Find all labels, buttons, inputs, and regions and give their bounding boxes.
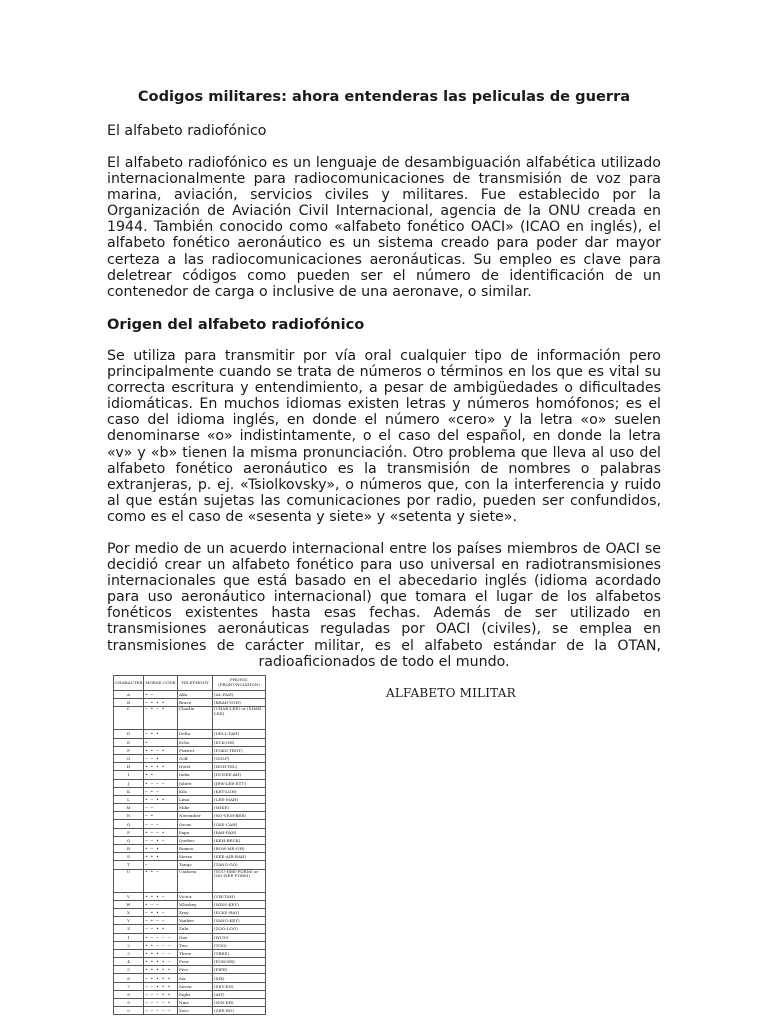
cell-morse-code: • — — — — xyxy=(144,933,178,941)
cell-character: A xyxy=(114,691,144,699)
table-row xyxy=(114,958,266,966)
paragraph-origen: Se utiliza para transmitir por vía oral cualquier tipo de información pero principalmente cuando se trata de números o términos en los que es vital su correcta escritura y entendimiento, a pesar de ambigüedades o dificultades idiomáticas. En muchos idiomas existen letras y números homófonos; es el caso del idioma inglés, en donde el número «cero» y la letra «o» suelen denominarse «o» indistintamente, o el caso del español, en donde la letra «v» y «b» tienen la misma pronunciación. Otro problema que lleva al uso del alfabeto fonético aeronáutico es la transmisión de nombres o palabras extranjeras, p. ej. «Tsiolkovsky», o números que, con la interferencia y ruido al que están sujetas las comunicaciones por radio, pueden ser confundidos, como es el caso de «sesenta y siete» y «setenta y siete». xyxy=(107,348,661,525)
table-row xyxy=(114,990,266,998)
cell-character: F xyxy=(114,746,144,754)
table-row xyxy=(114,763,266,771)
cell-morse-code: — • — • xyxy=(144,707,178,730)
cell-character: W xyxy=(114,900,144,908)
table-row xyxy=(114,699,266,707)
table-row xyxy=(114,691,266,699)
cell-morse-code: — — — xyxy=(144,820,178,828)
cell-telephony: Bravo xyxy=(178,699,213,707)
cell-character: 2 xyxy=(114,941,144,949)
table-row xyxy=(114,1007,266,1015)
cell-telephony: Three xyxy=(178,949,213,957)
table-row xyxy=(114,707,266,730)
cell-phonic: (SIX) xyxy=(213,974,266,982)
cell-phonic: (NO-VEM-BER) xyxy=(213,812,266,820)
cell-morse-code: — • • xyxy=(144,730,178,738)
cell-character: 9 xyxy=(114,999,144,1007)
cell-telephony: Victor xyxy=(178,892,213,900)
cell-character: O xyxy=(114,820,144,828)
cell-character: 4 xyxy=(114,958,144,966)
cell-phonic: (WUN) xyxy=(213,933,266,941)
table-row xyxy=(114,836,266,844)
table-row xyxy=(114,917,266,925)
cell-telephony: Zulu xyxy=(178,925,213,933)
section-heading-alfabeto: El alfabeto radiofónico xyxy=(107,123,267,139)
cell-character: 7 xyxy=(114,982,144,990)
page-title: Codigos militares: ahora entenderas las peliculas de guerra xyxy=(137,88,631,105)
cell-telephony: Romeo xyxy=(178,845,213,853)
cell-character: I xyxy=(114,771,144,779)
cell-telephony: November xyxy=(178,812,213,820)
cell-character: N xyxy=(114,812,144,820)
cell-morse-code: • — — • xyxy=(144,828,178,836)
cell-telephony: Alfa xyxy=(178,691,213,699)
cell-character: 0 xyxy=(114,1007,144,1015)
table-row xyxy=(114,869,266,892)
alphabet-table-image xyxy=(113,675,265,1015)
cell-character: J xyxy=(114,779,144,787)
cell-phonic: (ZOO-LOO) xyxy=(213,925,266,933)
cell-phonic: (ECKS-RAY) xyxy=(213,908,266,916)
paragraph-acuerdo: Por medio de un acuerdo internacional entre los países miembros de OACI se decidió crear un alfabeto fonético para uso universal en radiotransmisiones internacionales que está basado en el abecedario inglés (idioma acordado para uso aeronáutico internacional) que tomara el lugar de los alfabetos fonéticos existentes hasta esas fechas. Además de ser utilizado en transmisiones aeronáuticas reguladas por OACI (civiles), se emplea en transmisiones de carácter militar, es el alfabeto estándar de la OTAN, radioaficionados de todo el mundo. xyxy=(107,541,661,670)
cell-character: K xyxy=(114,787,144,795)
cell-morse-code: • • • — — xyxy=(144,949,178,957)
cell-character: V xyxy=(114,892,144,900)
cell-phonic: (JEW-LEE-ETT) xyxy=(213,779,266,787)
cell-morse-code: • — — xyxy=(144,900,178,908)
table-row xyxy=(114,949,266,957)
cell-morse-code: • • • • • xyxy=(144,966,178,974)
table-row xyxy=(114,908,266,916)
cell-phonic: (WISS-KEY) xyxy=(213,900,266,908)
cell-morse-code: • xyxy=(144,738,178,746)
cell-morse-code: • • xyxy=(144,771,178,779)
cell-morse-code: — — — — • xyxy=(144,999,178,1007)
cell-character: L xyxy=(114,795,144,803)
cell-phonic: (SEE-AIR-RAH) xyxy=(213,853,266,861)
cell-phonic: (IN-DEE-AH) xyxy=(213,771,266,779)
cell-phonic: (FOW-ER) xyxy=(213,958,266,966)
cell-phonic: (AIT) xyxy=(213,990,266,998)
cell-telephony: Golf xyxy=(178,754,213,762)
cell-phonic: (YOU-NEE-FORM) or (OO-NEE-FORM) xyxy=(213,869,266,892)
cell-phonic: (ECK-OH) xyxy=(213,738,266,746)
cell-phonic: (CHAR-LEE) or (SHAR-LEE) xyxy=(213,707,266,730)
table-row xyxy=(114,738,266,746)
table-row xyxy=(114,982,266,990)
cell-character: P xyxy=(114,828,144,836)
cell-morse-code: — • — — xyxy=(144,917,178,925)
cell-morse-code: • — — — xyxy=(144,779,178,787)
header-phonic: PHONIC (PRONUNCIATION) xyxy=(213,676,266,691)
cell-character: X xyxy=(114,908,144,916)
cell-morse-code: — • • • • xyxy=(144,974,178,982)
cell-character: B xyxy=(114,699,144,707)
cell-morse-code: — — • xyxy=(144,754,178,762)
cell-character: E xyxy=(114,738,144,746)
cell-morse-code: • • • xyxy=(144,853,178,861)
cell-morse-code: — • • • xyxy=(144,699,178,707)
cell-phonic: (HOH-TEL) xyxy=(213,763,266,771)
cell-phonic: (ZEE-RO) xyxy=(213,1007,266,1015)
header-character: CHARACTER xyxy=(114,676,144,691)
cell-phonic: (TANG-GO) xyxy=(213,861,266,869)
cell-character: M xyxy=(114,804,144,812)
cell-morse-code: — — — — — xyxy=(144,1007,178,1015)
table-row xyxy=(114,746,266,754)
cell-character: 6 xyxy=(114,974,144,982)
header-telephony: TELEPHONY xyxy=(178,676,213,691)
cell-telephony: Quebec xyxy=(178,836,213,844)
cell-telephony: Foxtrot xyxy=(178,746,213,754)
cell-telephony: Six xyxy=(178,974,213,982)
table-row xyxy=(114,820,266,828)
cell-telephony: Tango xyxy=(178,861,213,869)
table-row xyxy=(114,804,266,812)
cell-phonic: (DELL-TAH) xyxy=(213,730,266,738)
header-morse: MORSE CODE xyxy=(144,676,178,691)
cell-character: 5 xyxy=(114,966,144,974)
cell-telephony: Zero xyxy=(178,1007,213,1015)
cell-character: Z xyxy=(114,925,144,933)
cell-telephony: One xyxy=(178,933,213,941)
table-row xyxy=(114,779,266,787)
cell-morse-code: • • • • xyxy=(144,763,178,771)
cell-character: U xyxy=(114,869,144,892)
table-body xyxy=(114,691,266,1015)
cell-telephony: Xray xyxy=(178,908,213,916)
cell-character: Y xyxy=(114,917,144,925)
cell-telephony: Juliett xyxy=(178,779,213,787)
cell-character: G xyxy=(114,754,144,762)
cell-morse-code: • — xyxy=(144,691,178,699)
cell-morse-code: — — • • • xyxy=(144,982,178,990)
cell-phonic: (KEH-BECK) xyxy=(213,836,266,844)
cell-morse-code: — • xyxy=(144,812,178,820)
cell-character: 3 xyxy=(114,949,144,957)
cell-morse-code: — xyxy=(144,861,178,869)
table-row xyxy=(114,754,266,762)
cell-phonic: (YANG-KEY) xyxy=(213,917,266,925)
table-caption: ALFABETO MILITAR xyxy=(386,686,516,700)
cell-morse-code: — — • • xyxy=(144,925,178,933)
table-row xyxy=(114,828,266,836)
section-heading-origen: Origen del alfabeto radiofónico xyxy=(107,316,365,333)
cell-telephony: Charlie xyxy=(178,707,213,730)
cell-phonic: (ROW-ME-OH) xyxy=(213,845,266,853)
cell-telephony: Lima xyxy=(178,795,213,803)
table-row xyxy=(114,771,266,779)
cell-phonic: (LEE-MAH) xyxy=(213,795,266,803)
cell-phonic: (TREE) xyxy=(213,949,266,957)
cell-phonic: (FOKS-TROT) xyxy=(213,746,266,754)
cell-phonic: (MIKE) xyxy=(213,804,266,812)
cell-character: 8 xyxy=(114,990,144,998)
cell-telephony: Mike xyxy=(178,804,213,812)
cell-character: 1 xyxy=(114,933,144,941)
cell-morse-code: • • — xyxy=(144,869,178,892)
table-row xyxy=(114,999,266,1007)
cell-telephony: Sierra xyxy=(178,853,213,861)
alphabet-table xyxy=(113,675,266,1015)
table-row xyxy=(114,941,266,949)
cell-morse-code: — • — xyxy=(144,787,178,795)
cell-telephony: Uniform xyxy=(178,869,213,892)
table-row xyxy=(114,966,266,974)
table-row xyxy=(114,787,266,795)
cell-phonic: (TOO) xyxy=(213,941,266,949)
cell-phonic: (SEV-EN) xyxy=(213,982,266,990)
cell-telephony: Seven xyxy=(178,982,213,990)
cell-phonic: (PAH-PAH) xyxy=(213,828,266,836)
cell-morse-code: • — • xyxy=(144,845,178,853)
cell-telephony: Echo xyxy=(178,738,213,746)
cell-phonic: (OSS-CAH) xyxy=(213,820,266,828)
cell-phonic: (BRAH-VOH) xyxy=(213,699,266,707)
cell-morse-code: • • • • — xyxy=(144,958,178,966)
cell-character: T xyxy=(114,861,144,869)
cell-phonic: (NIN-ER) xyxy=(213,999,266,1007)
cell-character: S xyxy=(114,853,144,861)
cell-character: H xyxy=(114,763,144,771)
table-row xyxy=(114,730,266,738)
cell-morse-code: — — • — xyxy=(144,836,178,844)
cell-character: C xyxy=(114,707,144,730)
cell-telephony: Delta xyxy=(178,730,213,738)
cell-telephony: India xyxy=(178,771,213,779)
table-row xyxy=(114,892,266,900)
cell-morse-code: • • — • xyxy=(144,746,178,754)
cell-phonic: (AL-FAH) xyxy=(213,691,266,699)
table-row xyxy=(114,900,266,908)
cell-telephony: Five xyxy=(178,966,213,974)
table-row xyxy=(114,795,266,803)
cell-morse-code: • • • — xyxy=(144,892,178,900)
cell-telephony: Four xyxy=(178,958,213,966)
cell-phonic: (GOLF) xyxy=(213,754,266,762)
table-row xyxy=(114,861,266,869)
cell-phonic: (VIK-TAH) xyxy=(213,892,266,900)
table-row xyxy=(114,933,266,941)
cell-telephony: Whiskey xyxy=(178,900,213,908)
cell-phonic: (KEY-LOH) xyxy=(213,787,266,795)
cell-telephony: Hotel xyxy=(178,763,213,771)
cell-character: Q xyxy=(114,836,144,844)
table-row xyxy=(114,853,266,861)
cell-morse-code: • • — — — xyxy=(144,941,178,949)
table-row xyxy=(114,974,266,982)
cell-morse-code: — • • — xyxy=(144,908,178,916)
cell-character: D xyxy=(114,730,144,738)
cell-telephony: Oscar xyxy=(178,820,213,828)
cell-telephony: Eight xyxy=(178,990,213,998)
table-row xyxy=(114,925,266,933)
cell-phonic: (FIFE) xyxy=(213,966,266,974)
table-header-row xyxy=(114,676,266,691)
cell-telephony: Two xyxy=(178,941,213,949)
cell-telephony: Papa xyxy=(178,828,213,836)
cell-morse-code: — — xyxy=(144,804,178,812)
cell-telephony: Nine xyxy=(178,999,213,1007)
cell-morse-code: • — • • xyxy=(144,795,178,803)
table-row xyxy=(114,845,266,853)
cell-morse-code: — — — • • xyxy=(144,990,178,998)
cell-character: R xyxy=(114,845,144,853)
cell-telephony: Kilo xyxy=(178,787,213,795)
cell-telephony: Yankee xyxy=(178,917,213,925)
paragraph-intro: El alfabeto radiofónico es un lenguaje de desambiguación alfabética utilizado internacionalmente para radiocomunicaciones de transmisión de voz para marina, aviación, servicios civiles y militares. Fue establecido por la Organización de Aviación Civil Internacional, agencia de la ONU creada en 1944. También conocido como «alfabeto fonético OACI» (ICAO en inglés), el alfabeto fonético aeronáutico es un sistema creado para poder dar mayor certeza a las radiocomunicaciones aeronáuticas. Su empleo es clave para deletrear códigos como pueden ser el número de identificación de un contenedor de carga o inclusive de una aeronave, o similar. xyxy=(107,155,661,300)
table-row xyxy=(114,812,266,820)
